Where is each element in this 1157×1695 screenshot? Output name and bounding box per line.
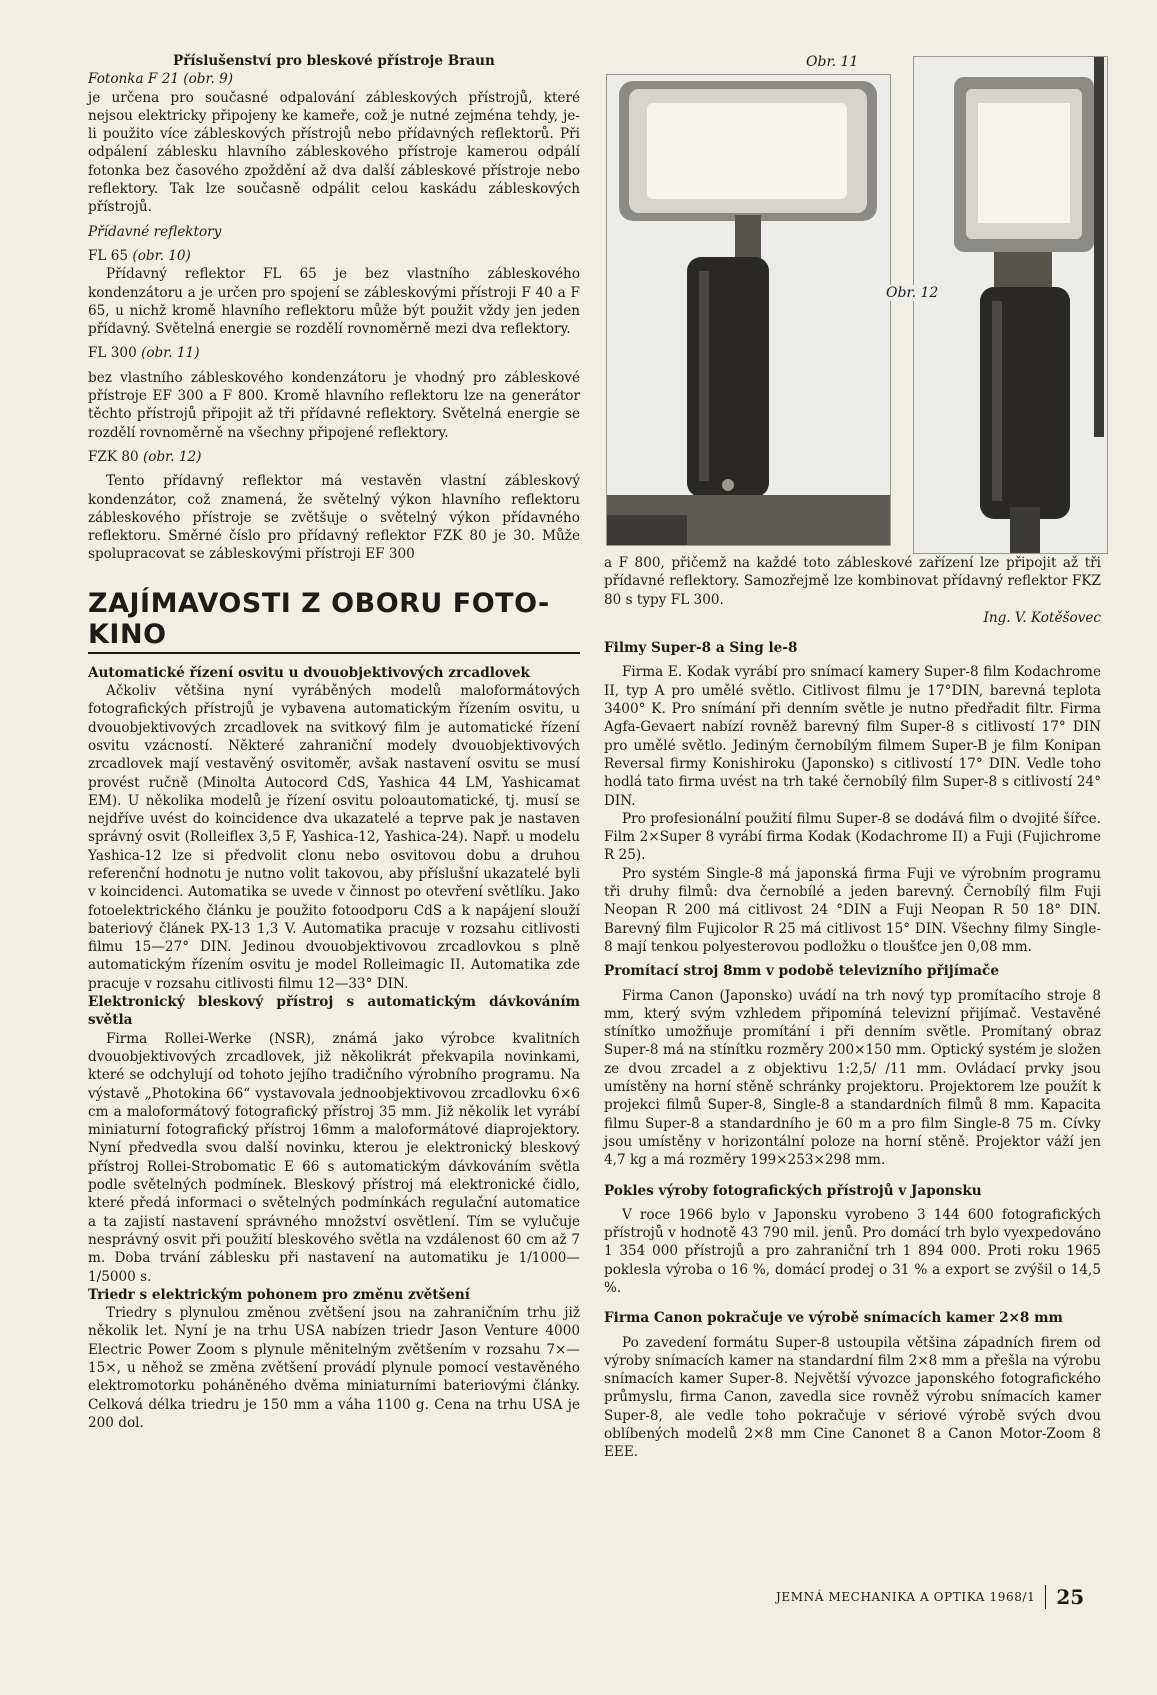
paragraph-fzk80-continued: a F 800, přičemž na každé toto zábleskové zařízení lze připojit až tři přídavné reflektory. Samozřejmě lze kombinovat přídavný reflektor FKZ 80 s typy FL 300.	[604, 555, 1101, 608]
right-column	[604, 554, 1101, 1462]
subheading-additional-reflectors: Přídavné reflektory	[88, 223, 222, 240]
fl300-label: FL 300	[88, 345, 137, 362]
heading-japan-production: Pokles výroby fotografických přístrojů v Japonsku	[604, 1182, 982, 1199]
heading-binoculars: Triedr s elektrickým pohonem pro změnu zvětšení	[88, 1286, 470, 1303]
paragraph-electronic-flash: Firma Rollei-Werke (NSR), známá jako výrobce kvalitních dvouobjektivových zrcadlovek, již několikrát překvapila novinkami, které se odchylují od tohoto jejího tradičního výrobního programu. Na výstavě „Photokina 66“ vystavovala jednoobjektivovou zrcadlovku 6×6 cm a maloformátový fotografický přístroj 35 mm. Již několik let vyrábí miniaturní fotografický přístroj 16mm a maloformátové diaprojektory. Nyní předvedla svou další novinku, kterou je elektronický bleskový přístroj Rollei-Strobomatic E 66 s automatickým dávkováním světla podle světelných podmínek. Bleskový přístroj má elektronické čidlo, které předá informaci o světelných podmínkách regulační automatice a ta zajistí nastavení správného množství osvětlení. Tím se vylučuje nesprávný osvit při použití bleskového světla na vzdálenost 60 cm až 7 m. Doba trvání záblesku při nastavení na automatiku je 1/1000—1/5000 s.	[88, 1030, 580, 1285]
fl300-ref: (obr. 11)	[141, 345, 200, 362]
photo-obr12	[913, 56, 1108, 554]
heading-canon-cameras: Firma Canon pokračuje ve výrobě snímacích kamer 2×8 mm	[604, 1310, 1063, 1327]
heading-super8-films: Filmy Super-8 a Sing le-8	[604, 640, 798, 657]
paragraph-super8-3: Pro systém Single-8 má japonská firma Fuji ve výrobním programu tři druhy filmů: dva černobílé a jeden barevný. Černobílý film Fuji Neopan R 200 má citlivost 24 °DIN a Fuji Neopan R 50 18° DIN. Barevný film Fujicolor R 25 má citlivost 15° DIN. Všechny filmy Single-8 mají tenkou polyesterovou podložku o tloušťce jen 0,08 mm.	[604, 865, 1101, 955]
fzk80-label: FZK 80	[88, 448, 139, 465]
reflector-fl300-illustration	[607, 75, 890, 545]
paragraph-binoculars: Triedry s plynulou změnou zvětšení jsou na zahraničním trhu již několik let. Nyní je na trhu USA nabízen triedr Jason Venture 4000 Electric Power Zoom s plynule měnitelným zvětšením v rozsahu 7×—15×, u něhož se změna zvětšení provádí plynule pomocí vestavěného elektromotorku poháněného dvěma miniaturními bateriovými články. Celková délka triedru je 150 mm a váha 1100 g. Cena na trhu USA je 200 dol.	[88, 1305, 580, 1431]
photo-obr11	[606, 74, 891, 546]
paragraph-super8-1: Firma E. Kodak vyrábí pro snímací kamery Super-8 film Kodachrome II, typ A pro umělé světlo. Citlivost filmu je 17°DIN, barevná teplota 3400° K. Pro snímání při denním světle je nutno předřadit filtr. Firma Agfa-Gevaert nabízí rovněž barevný film Super-8 s citlivostí 17° DIN pro umělé světlo. Jediným černobílým filmem Super-B je film Konipan Reversal firmy Konishiroku (Japonsko) s citlivostí 17° DIN. Vedle toho hodlá tato firma uvést na trh také černobílý film Super-8 s citlivostí 24° DIN.	[604, 664, 1101, 809]
page-number: 25	[1056, 1585, 1085, 1609]
paragraph-fl300: bez vlastního zábleskového kondenzátoru je vhodný pro zábleskové přístroje EF 300 a F 800. Kromě hlavního reflektoru lze na generátor těchto přístrojů připojit až tři přídavné reflektory. Světelná energie se rozdělí rovnoměrně na všechny připojené reflektory.	[88, 369, 580, 441]
caption-obr12: Obr. 12	[882, 285, 942, 301]
paragraph-super8-2: Pro profesionální použití filmu Super-8 se dodává film o dvojité šířce. Film 2×Super 8 vyrábí firma Kodak (Kodachrome II) a Fuji (Fujichrome R 25).	[604, 810, 1101, 864]
paragraph-canon-cameras: Po zavedení formátu Super-8 ustoupila většina západních firem od výroby snímacích kamer na standardní film 2×8 mm a přešla na výrobu snímacích kamer Super-8. Největší vývozce japonského fotografického průmyslu, firma Canon, zavedla sice rovněž výrobu snímacích kamer Super-8, ale vedle toho pokračuje v sériové výrobě svých dvou oblíbených modelů 2×8 mm Cine Canonet 8 a Canon Motor-Zoom 8 EEE.	[604, 1334, 1101, 1461]
subheading-f21: Fotonka F 21 (obr. 9)	[88, 71, 234, 88]
paragraph-fzk80: Tento přídavný reflektor má vestavěn vlastní zábleskový kondenzátor, což znamená, že světelný výkon hlavního reflektoru zábleskového přístroje se zvětšuje o světelný výkon přídavného reflektoru. Směrné číslo pro přídavný reflektor FZK 80 je 30. Může spolupracovat se zábleskovými přístroji EF 300	[88, 473, 580, 563]
subheading-fl300	[88, 344, 580, 362]
paragraph-fl65: Přídavný reflektor FL 65 je bez vlastního zábleskového kondenzátoru a je určen pro spojení se zábleskovými přístroji F 40 a F 65, u nichž kromě hlavního reflektoru může být použit vždy jen jeden přídavný. Světelná energie se rozdělí rovnoměrně mezi dva reflektory.	[88, 266, 580, 338]
author-credit: Ing. V. Kotěšovec	[983, 609, 1101, 626]
paragraph-f21: je určena pro současné odpalování zábleskových přístrojů, které nejsou elektricky připojeny ke kameře, což je nutné zejména tehdy, je-li použito více zábleskových přístrojů nebo přídavných reflektorů. Při odpálení záblesku hlavního zábleskového přístroje kamerou odpálí fotonka bez časového zpoždění až dva další zábleskové přístroje nebo reflektory. Tak lze současně odpálit celou kaskádu zábleskových přístrojů.	[88, 89, 580, 216]
journal-name: JEMNÁ MECHANIKA A OPTIKA 1968/1	[776, 1590, 1036, 1604]
fl65-ref: (obr. 10)	[132, 247, 191, 264]
subheading-fl65	[88, 247, 580, 265]
paragraph-canon-projector: Firma Canon (Japonsko) uvádí na trh nový typ promítacího stroje 8 mm, který svým vzhledem připomíná televizní přijímač. Vestavěné stínítko umožňuje promítání i při denním světle. Promítaný obraz Super-8 má na stínítku rozměry 200×150 mm. Optický systém je složen ze dvou zrcadel a z objektivu 1:2,5/ /11 mm. Ovládací prvky jsou umístěny na horní stěně schránky projektoru. Projektorem lze použít k projekci filmů Super-8, Single-8 a standardních filmů 8 mm. Kapacita filmu Super-8 a standardního je 60 m a pro film Single-8 75 m. Cívky jsou umístěny v horizontální poloze na horní stěně. Projektor váží jen 4,7 kg a má rozměry 199×253×298 mm.	[604, 987, 1101, 1169]
paragraph-japan-production: V roce 1966 bylo v Japonsku vyrobeno 3 144 600 fotografických přístrojů v hodnotě 43 790 mil. jenů. Pro domácí trh bylo vyexpedováno 1 354 000 přístrojů a pro zahraniční trh 1 894 000. Proti roku 1965 poklesla výroba o 16 %, domácí prodej o 31 % a export se zvýšil o 14,5 %.	[604, 1206, 1101, 1296]
heading-auto-exposure: Automatické řízení osvitu u dvouobjektivových zrcadlovek	[88, 664, 530, 681]
reflector-fzk80-illustration	[914, 57, 1107, 553]
fzk80-ref: (obr. 12)	[142, 448, 202, 465]
caption-obr11: Obr. 11	[806, 54, 859, 70]
left-column	[88, 52, 580, 1432]
heading-electronic-flash: Elektronický bleskový přístroj s automatickým dávkováním světla	[88, 994, 580, 1029]
paragraph-auto-exposure: Ačkoliv většina nyní vyráběných modelů maloformátových fotografických přístrojů je vybavena automatickým řízením osvitu, u dvouobjektivových zrcadlovek na svitkový film je automatické řízení osvitu vzácností. Některé zahraniční modely dvouobjektivových zrcadlovek mají vestavěný osvitoměr, avšak nastavení osvitu se musí provést ručně (Minolta Autocord CdS, Yashica 44 LM, Yashicamat EM). U několika modelů je řízení osvitu poloautomatické, tj. musí se nejdříve uvést do koincidence dva ukazatelé a teprve pak je nastaven správný osvit (Rolleiflex 3,5 F, Yashica-12, Yashica-24). Např. u modelu Yashica-12 lze si předvolit clonu nebo osvitovou dobu a druhou referenční hodnotu je nutno volit takovou, aby příslušní ukazatelé byli v koincidenci. Automatika se uvede v činnost po otevření světlíku. Jako fotoelektrického článku je použito fotoodporu CdS a k napájení slouží bateriový článek PX-13 1,3 V. Automatika pracuje v rozsahu citlivosti filmu 15—27° DIN. Jedinou dvouobjektivovou zrcadlovkou s plně automatickým řízením osvitu je model Rolleimagic II. Automatika zde pracuje v rozsahu citlivosti filmu 12—33° DIN.	[88, 683, 580, 992]
footer-divider	[1045, 1585, 1046, 1609]
heading-braun-accessories: Příslušenství pro bleskové přístroje Braun	[173, 53, 495, 69]
heading-canon-projector: Promítací stroj 8mm v podobě televizního přijímače	[604, 963, 999, 980]
page-footer	[776, 1585, 1084, 1609]
fl65-label: FL 65	[88, 247, 129, 264]
section-title: ZAJÍMAVOSTI Z OBORU FOTO-KINO	[88, 582, 580, 654]
subheading-fzk80	[88, 448, 580, 466]
